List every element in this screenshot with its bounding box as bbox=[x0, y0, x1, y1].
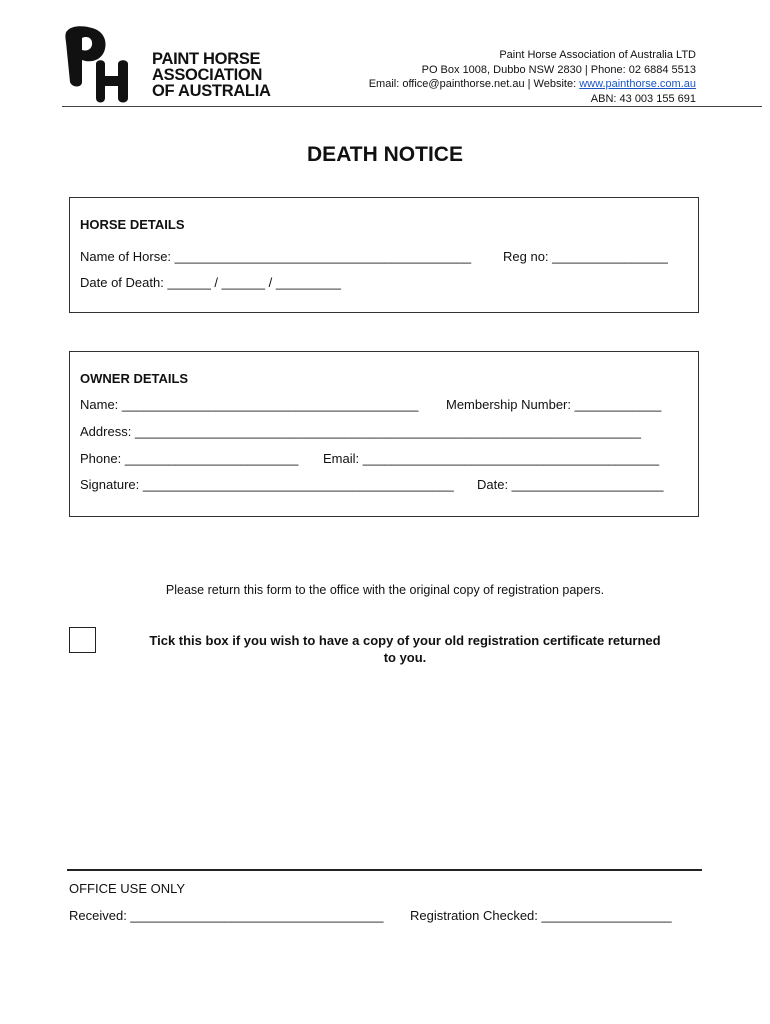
return-certificate-checkbox[interactable] bbox=[69, 627, 96, 653]
org-name-line-2: ASSOCIATION bbox=[152, 66, 263, 84]
email-text: Email: office@painthorse.net.au | Website: bbox=[368, 78, 580, 90]
org-name bbox=[152, 51, 271, 99]
checkbox-label-line-2: to you. bbox=[383, 650, 427, 665]
address-field[interactable]: Address: ______________________________________________________________________ bbox=[80, 424, 642, 439]
date-field[interactable]: Date: _____________________ bbox=[477, 477, 664, 492]
office-divider bbox=[67, 869, 702, 871]
website-link[interactable]: www.painthorse.com.au bbox=[579, 78, 696, 90]
abn: ABN: 43 003 155 691 bbox=[590, 92, 696, 105]
phone-field[interactable]: Phone: ________________________ bbox=[80, 451, 299, 466]
owner-name-field[interactable]: Name: _________________________________________ bbox=[80, 397, 419, 412]
header-divider bbox=[62, 106, 762, 107]
company-name: Paint Horse Association of Australia LTD bbox=[499, 49, 696, 61]
checkbox-label bbox=[120, 632, 690, 666]
checkbox-label-line-1: Tick this box if you wish to have a copy of your old registration certificate returned bbox=[149, 633, 661, 648]
owner-details-heading: OWNER DETAILS bbox=[80, 371, 189, 386]
page-title: DEATH NOTICE bbox=[307, 143, 463, 166]
address-phone: PO Box 1008, Dubbo NSW 2830 | Phone: 02 6884 5513 bbox=[421, 63, 696, 76]
horse-name-field[interactable]: Name of Horse: _________________________________________ bbox=[80, 249, 472, 264]
org-name-line-1: PAINT HORSE bbox=[152, 50, 261, 68]
email-website-line bbox=[369, 77, 696, 92]
received-field[interactable]: Received: ___________________________________ bbox=[69, 908, 384, 923]
registration-checked-field[interactable]: Registration Checked: __________________ bbox=[410, 908, 672, 923]
date-of-death-field[interactable]: Date of Death: ______ / ______ / _________ bbox=[80, 275, 341, 290]
signature-field[interactable]: Signature: ___________________________________________ bbox=[80, 477, 454, 492]
horse-details-heading: HORSE DETAILS bbox=[80, 217, 185, 232]
office-use-heading: OFFICE USE ONLY bbox=[69, 881, 186, 896]
email-field[interactable]: Email: _________________________________________ bbox=[323, 451, 660, 466]
contact-block bbox=[369, 48, 696, 106]
pha-logo-mark bbox=[60, 24, 132, 104]
reg-no-field[interactable]: Reg no: ________________ bbox=[503, 249, 668, 264]
return-instruction: Please return this form to the office with the original copy of registration papers. bbox=[165, 583, 605, 597]
org-name-line-3: OF AUSTRALIA bbox=[152, 82, 271, 100]
membership-number-field[interactable]: Membership Number: ____________ bbox=[446, 397, 662, 412]
